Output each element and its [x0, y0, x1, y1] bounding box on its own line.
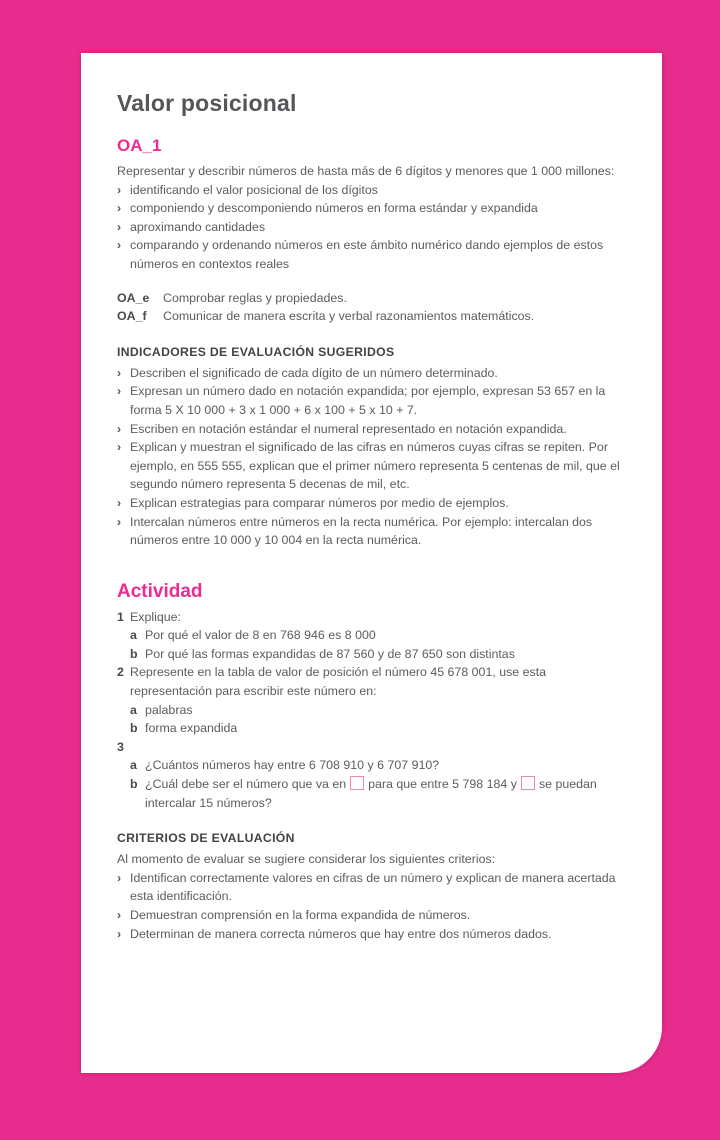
bullet-text: componiendo y descomponiendo números en forma estándar y expandida [130, 201, 538, 216]
oa1-heading: OA_1 [117, 136, 162, 155]
actividad-item-3a [117, 756, 628, 775]
item-text-segment: para que entre 5 798 184 y [368, 777, 517, 792]
indicador-bullet [117, 513, 628, 550]
item-text: Por qué las formas expandidas de 87 560 y de 87 650 son distintas [145, 646, 515, 661]
section-actividad [117, 580, 628, 813]
bullet-text: Identifican correctamente valores en cifras de un número y explican de manera acertada esta identificación. [130, 870, 616, 904]
bullet-text: aproximando cantidades [130, 219, 266, 234]
criterio-bullet [117, 869, 628, 906]
oa1-bullet [117, 218, 628, 237]
item-letter: a [130, 628, 137, 643]
bullet-marker: › [117, 514, 122, 529]
page [81, 53, 662, 1073]
indicador-bullet [117, 364, 628, 383]
bullet-marker: › [117, 870, 122, 885]
bullet-text: Demuestran comprensión en la forma expandida de números. [130, 908, 471, 922]
oa-ref-row [117, 289, 628, 308]
section-criterios [117, 830, 628, 943]
bullet-marker: › [117, 384, 122, 399]
bullet-text: Describen el significado de cada dígito de un número determinado. [130, 365, 498, 380]
oa1-bullet [117, 236, 628, 273]
item-text: Explique: [130, 609, 181, 624]
bullet-text: identificando el valor posicional de los dígitos [130, 182, 378, 197]
bullet-marker: › [117, 440, 122, 455]
item-letter: a [130, 758, 137, 773]
oa1-bullet [117, 181, 628, 200]
bullet-marker: › [117, 238, 122, 253]
section-oa1 [117, 136, 628, 274]
item-text: ¿Cuántos números hay entre 6 708 910 y 6 707 910? [145, 758, 440, 773]
indicador-bullet [117, 438, 628, 494]
indicador-bullet [117, 420, 628, 439]
indicador-bullet [117, 382, 628, 419]
bullet-marker: › [117, 421, 122, 436]
item-text [130, 738, 628, 757]
actividad-item-1b [117, 645, 628, 664]
item-letter: a [130, 702, 137, 717]
actividad-heading: Actividad [117, 580, 203, 602]
item-number: 2 [117, 665, 124, 680]
oa-ref-code: OA_e [117, 290, 150, 305]
oa-ref-code: OA_f [117, 309, 147, 324]
bullet-text: Escriben en notación estándar el numeral representado en notación expandida. [130, 421, 567, 436]
bullet-text: Determinan de manera correcta números que hay entre dos números dados. [130, 926, 552, 941]
actividad-item-2b [117, 719, 628, 738]
oa-ref-text: Comprobar reglas y propiedades. [163, 290, 347, 305]
indicador-bullet [117, 494, 628, 513]
bullet-marker: › [117, 201, 122, 216]
item-text: Represente en la tabla de valor de posición el número 45 678 001, use esta representación para escribir este número en: [130, 665, 547, 699]
oa-ref-row [117, 307, 628, 326]
item-text: forma expandida [145, 721, 238, 736]
answer-box-icon [350, 776, 364, 790]
item-text: palabras [145, 702, 193, 717]
bullet-marker: › [117, 182, 122, 197]
item-letter: b [130, 721, 138, 736]
page-title: Valor posicional [117, 90, 297, 116]
indicadores-heading: INDICADORES DE EVALUACIÓN SUGERIDOS [117, 344, 395, 359]
bullet-marker: › [117, 365, 122, 380]
item-text-segment: se puedan intercalar 15 números? [145, 777, 597, 810]
criterio-bullet [117, 925, 628, 944]
oa1-intro: Representar y describir números de hasta más de 6 dígitos y menores que 1 000 millones: [117, 164, 615, 178]
oa-ref-text: Comunicar de manera escrita y verbal razonamientos matemáticos. [163, 309, 535, 324]
bullet-marker: › [117, 495, 122, 510]
oa-references [117, 289, 628, 326]
section-indicadores [117, 344, 628, 550]
answer-box-icon [521, 776, 535, 790]
item-letter: b [130, 777, 138, 792]
oa1-bullet [117, 199, 628, 218]
bullet-text: Explican y muestran el significado de las cifras en números cuyas cifras se repiten. Por ejemplo, en 555 555, explican que el primer número representa 5 centenas de mil, que el segundo número representa 5 decenas de mil, etc. [130, 440, 620, 492]
item-text [145, 775, 628, 812]
bullet-marker: › [117, 926, 122, 941]
actividad-item-3 [117, 738, 628, 757]
actividad-item-1 [117, 608, 628, 627]
bullet-text: comparando y ordenando números en este ámbito numérico dando ejemplos de estos números en contextos reales [130, 238, 604, 271]
bullet-text: Expresan un número dado en notación expandida; por ejemplo, expresan 53 657 en la forma 5 X 10 000 + 3 x 1 000 + 6 x 100 + 5 x 10 + 7. [130, 384, 606, 417]
criterios-intro: Al momento de evaluar se sugiere considerar los siguientes criterios: [117, 852, 496, 867]
criterios-heading: CRITERIOS DE EVALUACIÓN [117, 831, 295, 846]
actividad-item-2a [117, 701, 628, 720]
criterio-bullet [117, 906, 628, 925]
bullet-marker: › [117, 219, 122, 234]
actividad-item-1a [117, 626, 628, 645]
item-number: 1 [117, 609, 124, 624]
bullet-text: Intercalan números entre números en la recta numérica. Por ejemplo: intercalan dos números entre 10 000 y 10 004 en la recta numérica. [130, 514, 593, 548]
item-text-segment: ¿Cuál debe ser el número que va en [145, 777, 347, 792]
bullet-marker: › [117, 908, 122, 922]
actividad-item-3b [117, 775, 628, 812]
item-letter: b [130, 646, 138, 661]
item-text: Por qué el valor de 8 en 768 946 es 8 000 [145, 628, 376, 643]
item-number: 3 [117, 739, 124, 754]
actividad-item-2 [117, 663, 628, 700]
bullet-text: Explican estrategias para comparar números por medio de ejemplos. [130, 495, 509, 510]
